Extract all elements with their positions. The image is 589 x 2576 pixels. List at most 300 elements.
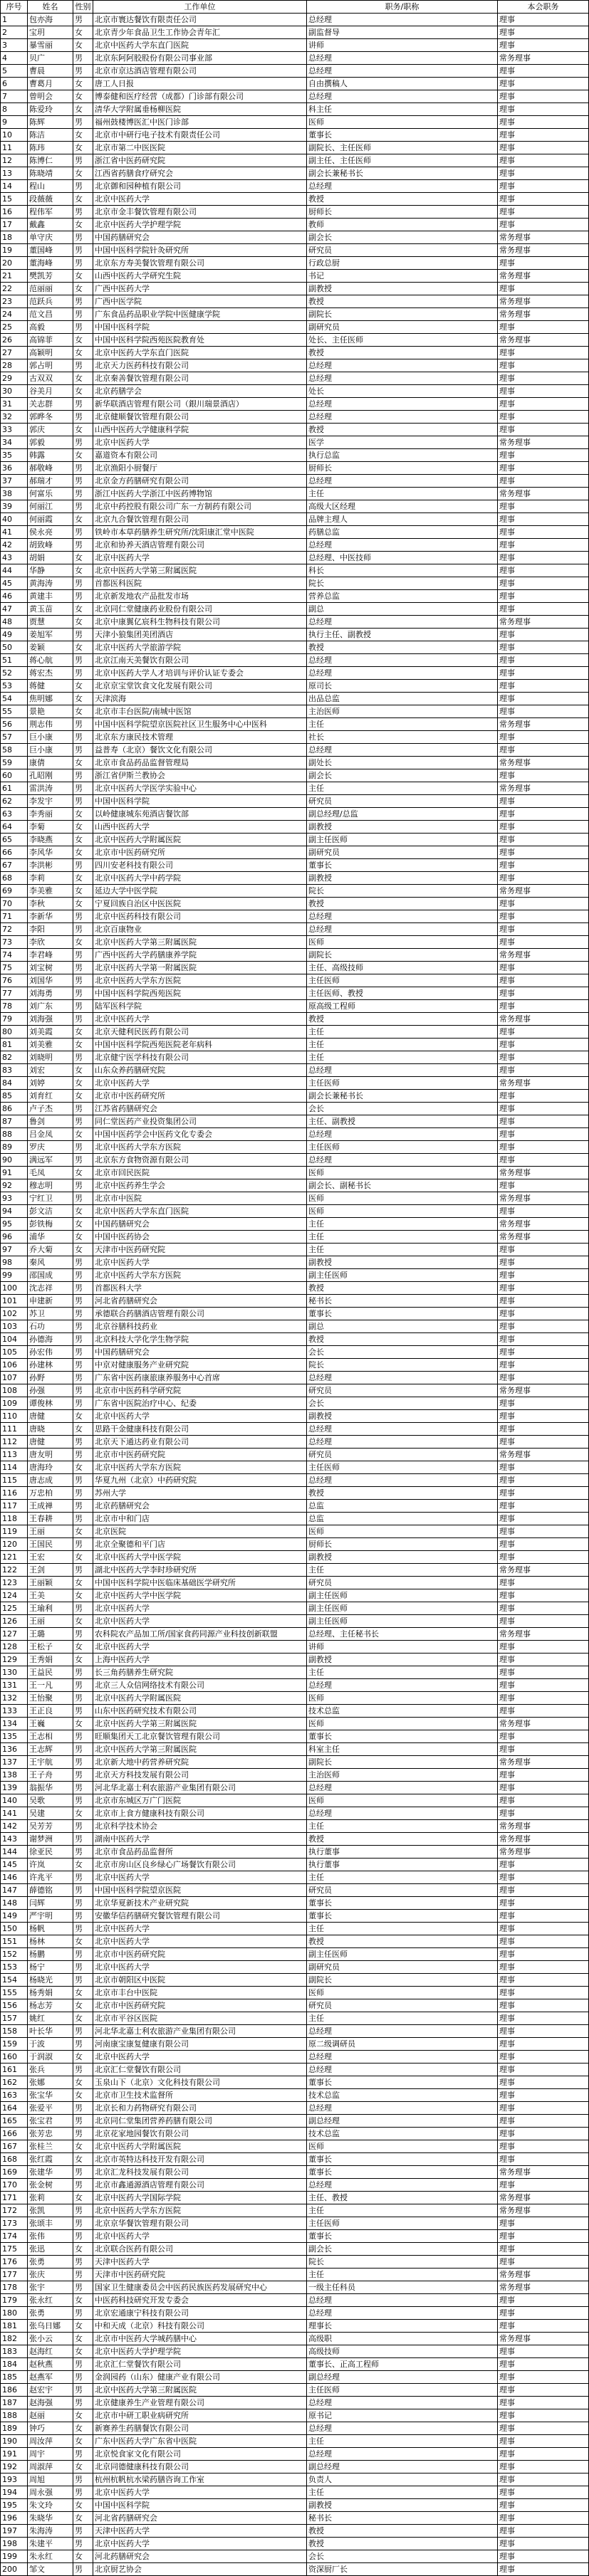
cell-name: 范跃兵	[28, 295, 73, 308]
cell-workplace: 江西省药膳食疗研究会	[93, 167, 307, 180]
cell-role: 常务理事	[498, 1820, 589, 1833]
cell-gender: 女	[73, 2333, 93, 2345]
table-row	[1, 1295, 589, 1308]
cell-name: 李秀丽	[28, 808, 73, 821]
cell-name: 董国峰	[28, 244, 73, 257]
cell-gender: 女	[73, 1205, 93, 1218]
cell-no: 26	[1, 334, 28, 347]
cell-title: 原高级工程师	[307, 1000, 498, 1013]
cell-no: 13	[1, 167, 28, 180]
cell-no: 169	[1, 2166, 28, 2179]
cell-gender: 男	[73, 1846, 93, 1859]
table-row	[1, 2550, 589, 2563]
cell-title: 总经理	[307, 1064, 498, 1077]
table-row	[1, 398, 589, 411]
table-row	[1, 1282, 589, 1295]
cell-gender: 男	[73, 2102, 93, 2115]
cell-workplace: 湖北中医药大学李时珍研究所	[93, 1564, 307, 1577]
cell-name: 王国民	[28, 1538, 73, 1551]
cell-title: 副会长兼秘书长	[307, 1090, 498, 1103]
cell-title: 董事长	[307, 1910, 498, 1923]
table-row	[1, 1115, 589, 1128]
table-row	[1, 2102, 589, 2115]
cell-gender: 男	[73, 1269, 93, 1282]
cell-role: 理事	[498, 2089, 589, 2102]
cell-workplace: 北京中医药大学人才培训与评价认证专委会	[93, 667, 307, 680]
cell-gender: 女	[73, 1461, 93, 1474]
cell-title: 主任医师	[307, 1077, 498, 1090]
cell-workplace: 北京中医药大学中医学院	[93, 1589, 307, 1602]
cell-title: 院长	[307, 885, 498, 898]
cell-workplace: 北京中医药大学	[93, 2538, 307, 2550]
cell-workplace: 北京同仁堂集团营养药膳有限公司	[93, 2115, 307, 2128]
cell-role: 理事	[498, 1423, 589, 1436]
cell-workplace: 嘉道资本有限公司	[93, 449, 307, 462]
cell-workplace: 北京市中医药研究院	[93, 1948, 307, 1961]
cell-title: 董事长、正高工程师	[307, 2358, 498, 2371]
table-row	[1, 885, 589, 898]
cell-workplace: 北京市食品药品监督管理局	[93, 757, 307, 769]
cell-workplace: 北京市朝阳区中医院	[93, 1974, 307, 1987]
table-row	[1, 718, 589, 731]
cell-gender: 男	[73, 1013, 93, 1026]
table-row	[1, 1423, 589, 1436]
cell-role: 常务理事	[498, 1167, 589, 1179]
table-row	[1, 244, 589, 257]
cell-workplace: 北京悦食家文化有限公司	[93, 2448, 307, 2461]
cell-no: 78	[1, 1000, 28, 1013]
table-row	[1, 219, 589, 231]
cell-workplace: 北京市中医药科学研究院	[93, 1384, 307, 1397]
cell-gender: 男	[73, 359, 93, 372]
cell-gender: 女	[73, 78, 93, 90]
table-row	[1, 2051, 589, 2064]
cell-name: 吴歌	[28, 1794, 73, 1807]
cell-role: 理事	[498, 2397, 589, 2409]
cell-workplace: 北京中医药大学	[93, 552, 307, 564]
cell-no: 51	[1, 654, 28, 667]
cell-title: 主治医师	[307, 1769, 498, 1782]
cell-name: 杨秀娟	[28, 1987, 73, 1999]
table-row	[1, 744, 589, 757]
cell-workplace: 北京天健利民医药有限公司	[93, 1026, 307, 1039]
cell-workplace: 北京天方科技发展有限公司	[93, 1769, 307, 1782]
cell-workplace: 北京中医药大学	[93, 1256, 307, 1269]
cell-title: 总经理	[307, 910, 498, 923]
cell-gender: 女	[73, 2461, 93, 2474]
cell-gender: 男	[73, 2115, 93, 2128]
cell-workplace: 北京御和园种植有限公司	[93, 180, 307, 193]
cell-name: 刘国华	[28, 974, 73, 987]
table-row	[1, 1782, 589, 1794]
table-row	[1, 2525, 589, 2538]
cell-workplace: 北京中医药大学	[93, 1935, 307, 1948]
table-row	[1, 1551, 589, 1564]
cell-name: 刘晓明	[28, 1051, 73, 1064]
cell-name: 李莉	[28, 872, 73, 885]
cell-workplace: 北京联合医药有限公司	[93, 2243, 307, 2256]
cell-title: 医师	[307, 1167, 498, 1179]
cell-gender: 男	[73, 1141, 93, 1154]
cell-role: 常务理事	[498, 1718, 589, 1730]
cell-name: 郭庆	[28, 424, 73, 436]
cell-title: 董事长	[307, 859, 498, 872]
cell-no: 165	[1, 2115, 28, 2128]
cell-title: 副研究员	[307, 846, 498, 859]
cell-gender: 男	[73, 1884, 93, 1897]
cell-no: 107	[1, 1372, 28, 1384]
cell-no: 158	[1, 2025, 28, 2038]
cell-workplace: 北京中医药大学护理学院	[93, 2345, 307, 2358]
cell-name: 李发宇	[28, 795, 73, 808]
cell-name: 秦风	[28, 1256, 73, 1269]
cell-role: 理事	[498, 1961, 589, 1974]
cell-title: 主任	[307, 2204, 498, 2217]
cell-workplace: 北京中医药大学第三附属医院	[93, 936, 307, 949]
cell-title: 总经理	[307, 1679, 498, 1692]
cell-gender: 男	[73, 949, 93, 962]
cell-gender: 女	[73, 1577, 93, 1589]
table-row	[1, 1654, 589, 1666]
cell-name: 刘宝树	[28, 962, 73, 974]
cell-role: 理事	[498, 1897, 589, 1910]
cell-title: 副教授	[307, 2499, 498, 2512]
cell-name: 张娜	[28, 2076, 73, 2089]
table-row	[1, 359, 589, 372]
cell-gender: 女	[73, 1077, 93, 1090]
cell-role: 理事	[498, 1115, 589, 1128]
cell-no: 132	[1, 1692, 28, 1705]
cell-title: 总经理	[307, 65, 498, 78]
cell-no: 133	[1, 1705, 28, 1718]
cell-role: 理事	[498, 693, 589, 705]
cell-name: 邵国成	[28, 1269, 73, 1282]
cell-name: 张庆	[28, 2269, 73, 2281]
cell-gender: 男	[73, 629, 93, 641]
cell-title: 总经理	[307, 180, 498, 193]
cell-title: 厨师长	[307, 1538, 498, 1551]
cell-no: 81	[1, 1039, 28, 1051]
cell-workplace: 北京花家地园餐饮有限公司	[93, 2128, 307, 2140]
table-row	[1, 1436, 589, 1449]
cell-role: 理事	[498, 219, 589, 231]
cell-workplace: 北京汇龙科技发展有限公司	[93, 2166, 307, 2179]
cell-no: 145	[1, 1859, 28, 1871]
cell-title: 高级技师	[307, 2345, 498, 2358]
cell-title: 主任医师、教授	[307, 987, 498, 1000]
cell-role: 理事	[498, 846, 589, 859]
cell-title: 副总经理	[307, 2115, 498, 2128]
cell-role: 理事	[498, 372, 589, 385]
cell-gender: 男	[73, 206, 93, 219]
cell-no: 95	[1, 1218, 28, 1231]
cell-title: 总经理	[307, 923, 498, 936]
cell-name: 朱文玲	[28, 2499, 73, 2512]
cell-name: 单守庆	[28, 231, 73, 244]
cell-name: 王丽	[28, 1615, 73, 1628]
cell-name: 张兵	[28, 2064, 73, 2076]
cell-no: 12	[1, 154, 28, 167]
cell-title: 科主任	[307, 103, 498, 116]
cell-no: 64	[1, 821, 28, 834]
table-row	[1, 1231, 589, 1244]
cell-workplace: 北京健康养生产业管理有限公司	[93, 2397, 307, 2409]
cell-gender: 男	[73, 2038, 93, 2051]
cell-gender: 女	[73, 1551, 93, 1564]
cell-workplace: 北京中医药大学第三附属医院	[93, 1743, 307, 1756]
cell-title: 会长	[307, 1346, 498, 1359]
cell-no: 47	[1, 603, 28, 616]
cell-role: 理事	[498, 2538, 589, 2550]
cell-title: 主任	[307, 1564, 498, 1577]
cell-no: 16	[1, 206, 28, 219]
cell-workplace: 北京中药控股有限公司广东一方制药有限公司	[93, 500, 307, 513]
cell-gender: 男	[73, 974, 93, 987]
cell-name: 赵燕军	[28, 2371, 73, 2384]
cell-gender: 女	[73, 2089, 93, 2102]
cell-title: 医师	[307, 1525, 498, 1538]
table-row	[1, 1577, 589, 1589]
cell-no: 173	[1, 2217, 28, 2230]
cell-name: 闫辉	[28, 1897, 73, 1910]
cell-gender: 男	[73, 1948, 93, 1961]
cell-workplace: 北京东方康民技术管理	[93, 731, 307, 744]
cell-no: 14	[1, 180, 28, 193]
cell-no: 109	[1, 1397, 28, 1410]
cell-name: 王剑	[28, 1564, 73, 1577]
cell-title: 副教授	[307, 283, 498, 295]
cell-no: 189	[1, 2422, 28, 2435]
cell-name: 苏卫	[28, 1308, 73, 1320]
table-row	[1, 629, 589, 641]
cell-name: 陈博仁	[28, 154, 73, 167]
cell-no: 120	[1, 1538, 28, 1551]
cell-name: 王宏	[28, 1551, 73, 1564]
cell-no: 67	[1, 859, 28, 872]
cell-role: 理事	[498, 1320, 589, 1333]
cell-no: 172	[1, 2204, 28, 2217]
cell-role: 常务理事	[498, 1192, 589, 1205]
cell-role: 理事	[498, 1987, 589, 1999]
header-cell-role: 本会职务	[498, 1, 589, 14]
table-row	[1, 1051, 589, 1064]
cell-role: 常务理事	[498, 885, 589, 898]
cell-workplace: 北京中医药大学附属医院	[93, 2140, 307, 2153]
cell-gender: 女	[73, 385, 93, 398]
cell-name: 关志群	[28, 398, 73, 411]
cell-gender: 女	[73, 2153, 93, 2166]
cell-title: 原司长	[307, 680, 498, 693]
cell-role: 理事	[498, 1372, 589, 1384]
cell-workplace: 中京对健康服务产业研究院	[93, 1359, 307, 1372]
cell-no: 10	[1, 129, 28, 142]
cell-name: 赵丽	[28, 2409, 73, 2422]
cell-workplace: 北京天力医药科技有限公司	[93, 359, 307, 372]
cell-title: 资深厨厂长	[307, 2563, 498, 2576]
cell-title: 董事长	[307, 1897, 498, 1910]
table-row	[1, 257, 589, 270]
cell-title: 高级职	[307, 2333, 498, 2345]
cell-workplace: 广东中医药大学广东省中医院	[93, 2435, 307, 2448]
cell-workplace: 天津市中医药研究院	[93, 2269, 307, 2281]
cell-title: 副教授	[307, 821, 498, 834]
cell-workplace: 北京市中医药大学城药膳中心	[93, 2333, 307, 2345]
table-row	[1, 564, 589, 577]
cell-gender: 男	[73, 923, 93, 936]
cell-title: 总经理	[307, 616, 498, 629]
cell-title: 总经理	[307, 2025, 498, 2038]
cell-title: 董事长	[307, 1308, 498, 1320]
cell-role: 理事	[498, 2486, 589, 2499]
cell-no: 75	[1, 962, 28, 974]
cell-no: 174	[1, 2230, 28, 2243]
cell-role: 理事	[498, 1884, 589, 1897]
cell-no: 72	[1, 923, 28, 936]
cell-title: 院长	[307, 1359, 498, 1372]
cell-title: 总经理	[307, 744, 498, 757]
cell-workplace: 中国中医科学院针灸研究所	[93, 244, 307, 257]
table-row	[1, 2474, 589, 2486]
cell-no: 89	[1, 1141, 28, 1154]
table-row	[1, 872, 589, 885]
cell-title: 董事长	[307, 2230, 498, 2243]
cell-no: 82	[1, 1051, 28, 1064]
cell-name: 王丽	[28, 1525, 73, 1538]
cell-workplace: 北京中医药大学	[93, 2486, 307, 2499]
cell-workplace: 广东食品药品职业学院中医健康学院	[93, 308, 307, 321]
cell-workplace: 北京中医药大学附属医院	[93, 834, 307, 846]
cell-title: 研究员	[307, 795, 498, 808]
cell-title: 总监	[307, 1500, 498, 1513]
cell-title: 总经理	[307, 1128, 498, 1141]
cell-no: 100	[1, 1282, 28, 1295]
cell-workplace: 北京青少年食品卫生工作协会青年汇	[93, 26, 307, 39]
cell-workplace: 北京汇仁堂餐饮有限公司	[93, 2358, 307, 2371]
cell-workplace: 江苏省药膳研究会	[93, 1103, 307, 1115]
cell-gender: 男	[73, 2525, 93, 2538]
cell-gender: 男	[73, 2563, 93, 2576]
cell-role: 常务理事	[498, 52, 589, 65]
cell-role: 理事	[498, 1500, 589, 1513]
table-row	[1, 667, 589, 680]
table-row	[1, 2076, 589, 2089]
cell-role: 理事	[498, 1807, 589, 1820]
cell-role: 理事	[498, 1103, 589, 1115]
cell-name: 王美	[28, 1589, 73, 1602]
cell-workplace: 北京市丰台医院/南城中医馆	[93, 705, 307, 718]
cell-workplace: 北京中医药大学中医学院	[93, 1551, 307, 1564]
cell-title: 主任	[307, 1218, 498, 1231]
cell-name: 荆志伟	[28, 718, 73, 731]
cell-gender: 女	[73, 1987, 93, 1999]
cell-title: 总经理、中医技师	[307, 552, 498, 564]
cell-role: 理事	[498, 1666, 589, 1679]
cell-name: 曾明会	[28, 90, 73, 103]
cell-workplace: 北京全聚德和平门店	[93, 1538, 307, 1551]
cell-workplace: 中医药科技研究开发专委会	[93, 2294, 307, 2307]
cell-name: 王一凡	[28, 1679, 73, 1692]
cell-role: 理事	[498, 1871, 589, 1884]
cell-name: 张宝华	[28, 2089, 73, 2102]
table-row	[1, 231, 589, 244]
cell-name: 张迅	[28, 2243, 73, 2256]
cell-gender: 女	[73, 167, 93, 180]
cell-workplace: 四川安老科技有限公司	[93, 859, 307, 872]
cell-no: 177	[1, 2269, 28, 2281]
cell-name: 暴雪丽	[28, 39, 73, 52]
cell-no: 17	[1, 219, 28, 231]
cell-gender: 男	[73, 2448, 93, 2461]
cell-role: 理事	[498, 526, 589, 539]
cell-role: 理事	[498, 1974, 589, 1987]
cell-workplace: 华夏九州（北京）中药研究院	[93, 1474, 307, 1487]
table-row	[1, 385, 589, 398]
cell-gender: 男	[73, 1474, 93, 1487]
cell-no: 41	[1, 526, 28, 539]
table-row	[1, 1743, 589, 1756]
cell-workplace: 北京市英特达科技开发有限公司	[93, 2153, 307, 2166]
cell-no: 32	[1, 411, 28, 424]
cell-gender: 男	[73, 1487, 93, 1500]
cell-workplace: 北京市鑫通源酒店管理有限公司	[93, 2179, 307, 2192]
cell-title: 副总经理/总监	[307, 808, 498, 821]
cell-name: 朱海涛	[28, 2525, 73, 2538]
cell-workplace: 中国中医科学院	[93, 2499, 307, 2512]
cell-title: 院长	[307, 577, 498, 590]
cell-no: 92	[1, 1179, 28, 1192]
table-row	[1, 1794, 589, 1807]
cell-gender: 男	[73, 731, 93, 744]
table-row	[1, 693, 589, 705]
table-row	[1, 987, 589, 1000]
cell-gender: 女	[73, 103, 93, 116]
cell-name: 申建新	[28, 1295, 73, 1308]
cell-workplace: 中国中医科学院望京医院社区卫生服务中心中医科	[93, 718, 307, 731]
cell-name: 于润淑	[28, 2051, 73, 2064]
table-row	[1, 2320, 589, 2333]
cell-workplace: 杭州杭帆杭水梁药膳咨询工作室	[93, 2474, 307, 2486]
cell-gender: 女	[73, 1654, 93, 1666]
cell-workplace: 玉泉山下（北京）文化科技有限公司	[93, 2076, 307, 2089]
cell-name: 高锦菲	[28, 334, 73, 347]
cell-no: 103	[1, 1320, 28, 1333]
cell-workplace: 北京市中医药研究所	[93, 1090, 307, 1103]
cell-workplace: 承德联合药膳酒店管理有限公司	[93, 1308, 307, 1320]
cell-name: 陈玮	[28, 142, 73, 154]
cell-name: 吴芳芳	[28, 1820, 73, 1833]
cell-role: 理事	[498, 1205, 589, 1218]
cell-name: 王成禅	[28, 1500, 73, 1513]
cell-name: 程伟军	[28, 206, 73, 219]
cell-name: 唐健	[28, 1436, 73, 1449]
table-row	[1, 898, 589, 910]
cell-gender: 男	[73, 2230, 93, 2243]
cell-title: 研究员	[307, 1884, 498, 1897]
cell-title: 医师	[307, 116, 498, 129]
table-row	[1, 1333, 589, 1346]
table-row	[1, 1218, 589, 1231]
cell-role: 理事	[498, 2422, 589, 2435]
cell-role: 理事	[498, 129, 589, 142]
table-row	[1, 180, 589, 193]
cell-role: 理事	[498, 962, 589, 974]
cell-workplace: 北京和协养天酒店管理有限公司	[93, 539, 307, 552]
table-row	[1, 1320, 589, 1333]
cell-no: 185	[1, 2371, 28, 2384]
cell-no: 27	[1, 347, 28, 359]
cell-name: 周汝萍	[28, 2435, 73, 2448]
cell-name: 唐海玲	[28, 1461, 73, 1474]
